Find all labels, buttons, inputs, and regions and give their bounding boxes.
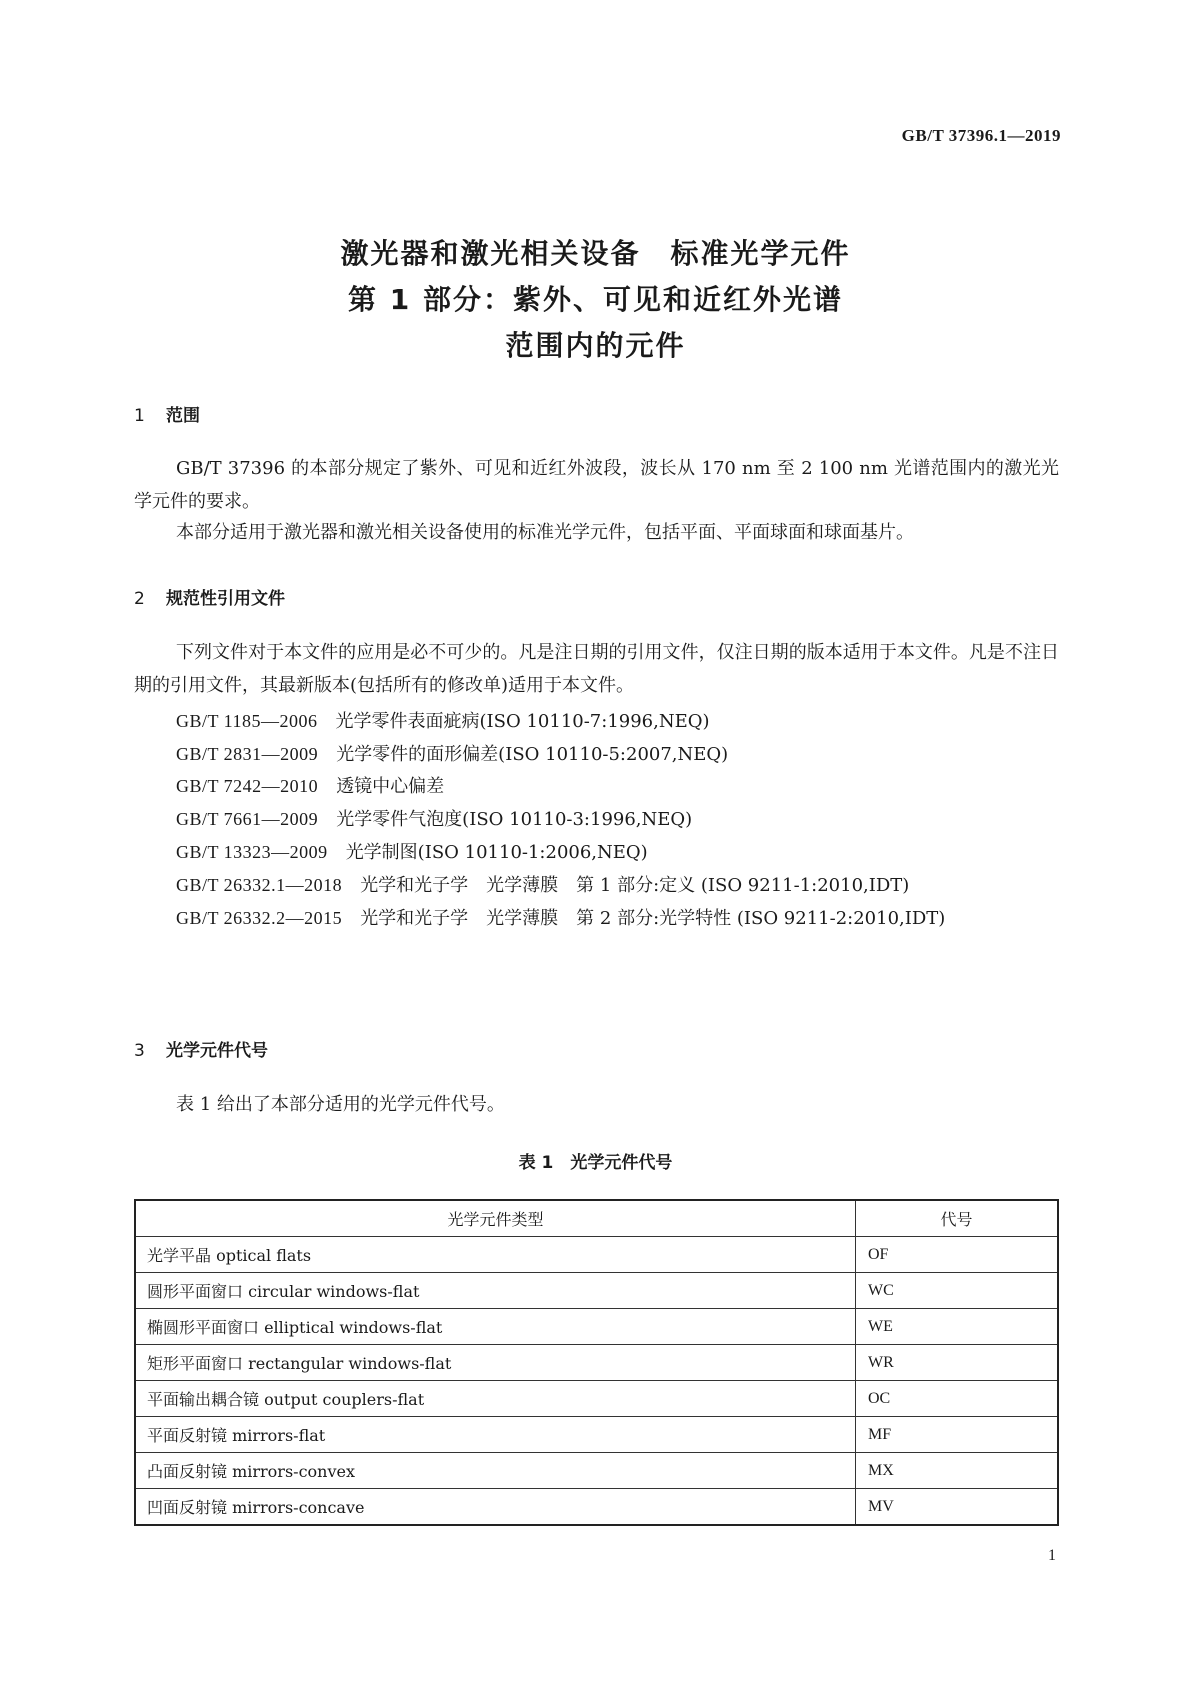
reference-item — [176, 904, 945, 930]
reference-title: 光学零件的面形偏差(ISO 10110-5:2007,NEQ) — [336, 744, 729, 765]
reference-code: GB/T 2831—2009 — [176, 744, 319, 764]
element-type-cell: 平面反射镜 mirrors-flat — [135, 1417, 856, 1453]
table-row — [135, 1273, 1058, 1309]
element-type-cell: 光学平晶 optical flats — [135, 1237, 856, 1273]
section-2-number: 2 — [134, 589, 145, 609]
title-line-3: 范围内的元件 — [505, 329, 686, 362]
header-code: 代号 — [856, 1200, 1059, 1237]
section-3-number: 3 — [134, 1041, 145, 1061]
table-row — [135, 1309, 1058, 1345]
section-3-heading — [134, 1036, 268, 1061]
reference-title: 光学和光子学 光学薄膜 第 1 部分:定义 (ISO 9211-1:2010,IDT) — [360, 875, 910, 896]
reference-title: 光学零件气泡度(ISO 10110-3:1996,NEQ) — [336, 809, 693, 830]
element-code-cell: WE — [856, 1309, 1059, 1345]
section-2-title: 规范性引用文件 — [166, 589, 285, 609]
section-3-intro: 表 1 给出了本部分适用的光学元件代号。 — [176, 1094, 505, 1115]
table-row — [135, 1489, 1058, 1526]
title-line-2: 第 1 部分：紫外、可见和近红外光谱 — [348, 283, 843, 316]
table-header-row — [135, 1200, 1058, 1237]
reference-title: 透镜中心偏差 — [336, 776, 445, 797]
table-caption: 表 1 光学元件代号 — [518, 1153, 673, 1173]
section-1-number: 1 — [134, 406, 145, 426]
reference-title: 光学零件表面疵病(ISO 10110-7:1996,NEQ) — [335, 711, 710, 732]
table-row — [135, 1345, 1058, 1381]
standard-code: GB/T 37396.1—2019 — [901, 126, 1061, 145]
reference-item — [176, 871, 909, 897]
section-2-intro: 下列文件对于本文件的应用是必不可少的。凡是注日期的引用文件，仅注日期的版本适用于本文件。凡是不注日期的引用文件，其最新版本(包括所有的修改单)适用于本文件。 — [134, 642, 1059, 696]
header-element-type: 光学元件类型 — [135, 1200, 856, 1237]
reference-item — [176, 740, 728, 766]
element-code-cell: OC — [856, 1381, 1059, 1417]
title-line-1: 激光器和激光相关设备 标准光学元件 — [340, 237, 851, 270]
element-type-cell: 凸面反射镜 mirrors-convex — [135, 1453, 856, 1489]
reference-item — [176, 838, 648, 864]
element-type-cell: 圆形平面窗口 circular windows-flat — [135, 1273, 856, 1309]
reference-title: 光学和光子学 光学薄膜 第 2 部分:光学特性 (ISO 9211-2:2010,IDT) — [360, 908, 946, 929]
reference-code: GB/T 26332.2—2015 — [176, 908, 343, 928]
reference-item — [176, 805, 692, 831]
section-1-title: 范围 — [166, 406, 200, 426]
element-code-cell: MV — [856, 1489, 1059, 1526]
reference-item — [176, 772, 444, 798]
reference-code: GB/T 7242—2010 — [176, 776, 319, 796]
element-code-cell: OF — [856, 1237, 1059, 1273]
element-code-cell: MX — [856, 1453, 1059, 1489]
section-2-heading — [134, 584, 285, 609]
reference-item — [176, 707, 710, 733]
reference-code: GB/T 26332.1—2018 — [176, 875, 343, 895]
element-type-cell: 凹面反射镜 mirrors-concave — [135, 1489, 856, 1526]
element-code-cell: WC — [856, 1273, 1059, 1309]
element-code-cell: WR — [856, 1345, 1059, 1381]
page-number: 1 — [1048, 1547, 1056, 1564]
section-3-title: 光学元件代号 — [166, 1041, 268, 1061]
element-type-cell: 椭圆形平面窗口 elliptical windows-flat — [135, 1309, 856, 1345]
table-row — [135, 1381, 1058, 1417]
table-row — [135, 1237, 1058, 1273]
reference-title: 光学制图(ISO 10110-1:2006,NEQ) — [345, 842, 648, 863]
reference-code: GB/T 13323—2009 — [176, 842, 328, 862]
reference-code: GB/T 1185—2006 — [176, 711, 318, 731]
reference-code: GB/T 7661—2009 — [176, 809, 319, 829]
element-code-cell: MF — [856, 1417, 1059, 1453]
section-1-paragraph-2: 本部分适用于激光器和激光相关设备使用的标准光学元件，包括平面、平面球面和球面基片。 — [176, 522, 914, 543]
element-type-cell: 矩形平面窗口 rectangular windows-flat — [135, 1345, 856, 1381]
table-row — [135, 1417, 1058, 1453]
table-row — [135, 1453, 1058, 1489]
element-type-cell: 平面输出耦合镜 output couplers-flat — [135, 1381, 856, 1417]
section-1-paragraph-1: GB/T 37396 的本部分规定了紫外、可见和近红外波段，波长从 170 nm 至 2 100 nm 光谱范围内的激光光学元件的要求。 — [134, 458, 1059, 512]
section-1-heading — [134, 401, 200, 426]
optical-element-code-table — [134, 1199, 1059, 1526]
